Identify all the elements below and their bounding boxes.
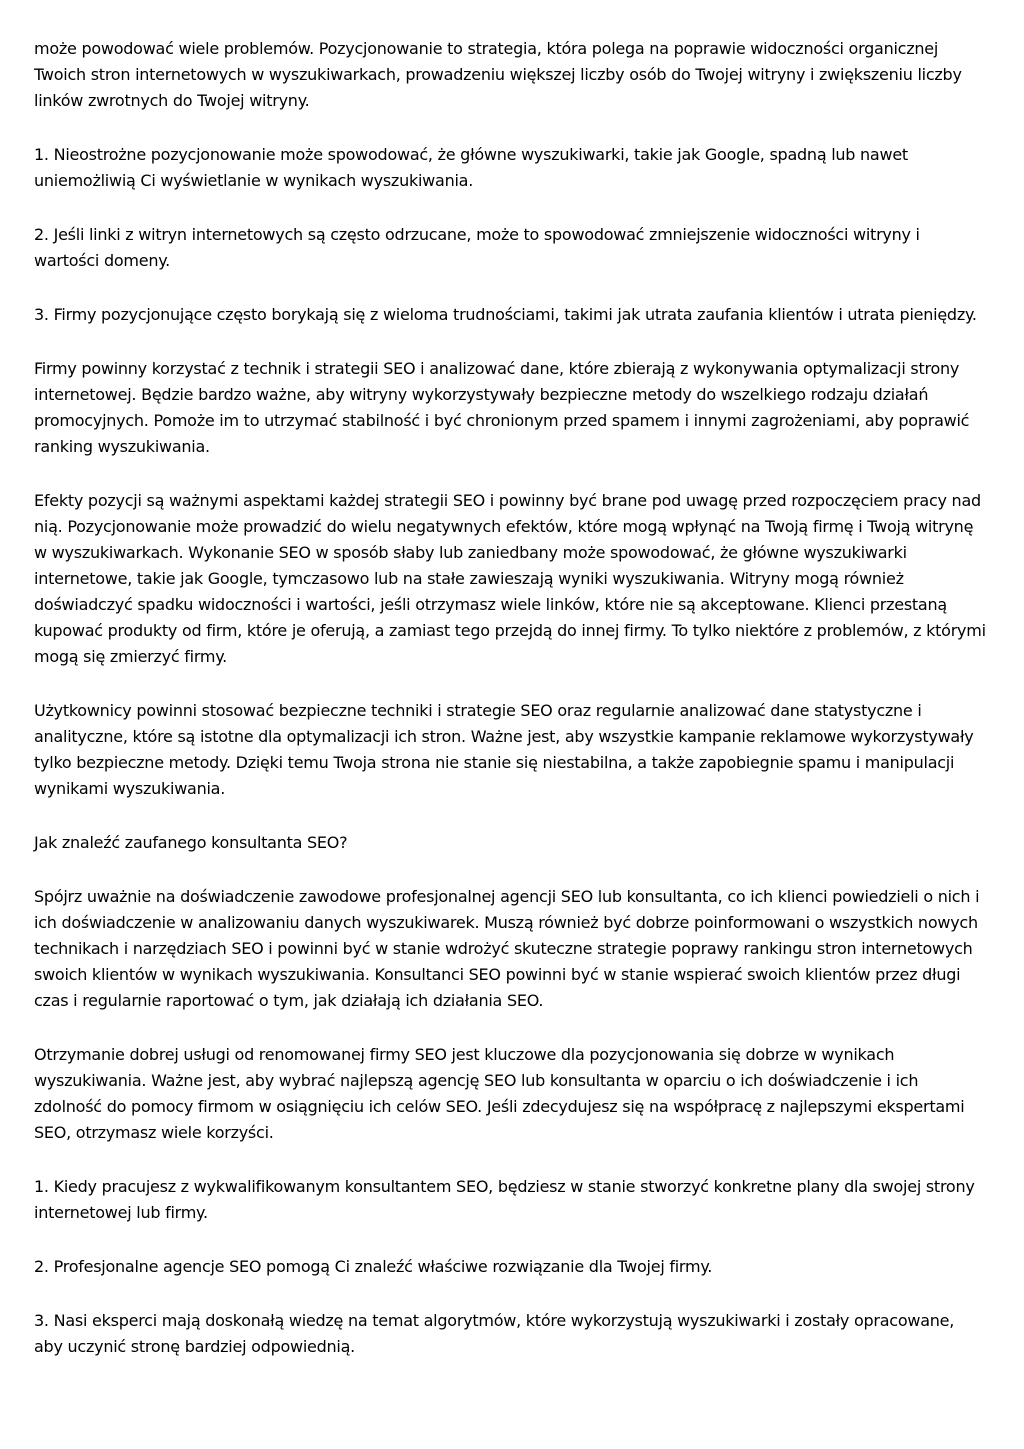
list-item-3: 3. Firmy pozycjonujące często borykają się z wieloma trudnościami, takimi jak utrata zaufania klientów i utrata pieniędzy. [34,305,977,324]
paragraph-experience: Spójrz uważnie na doświadczenie zawodowe profesjonalnej agencji SEO lub konsultanta, co ich klienci powiedzieli o nich i ich doświadczenie w analizowaniu danych wyszukiwarek. Muszą również być dobrze poinformowani o wszystkich nowych technikach i narzędziach SEO i powinni być w stanie wdrożyć skuteczne strategie poprawy rankingu stron internetowych swoich klientów w wynikach wyszukiwania. Konsultanci SEO powinni być w stanie wspierać swoich klientów przez długi czas i regularnie raportować o tym, jak działają ich działania SEO. [34,887,980,1010]
document-body [34,36,986,1388]
list-item-benefit-1: 1. Kiedy pracujesz z wykwalifikowanym konsultantem SEO, będziesz w stanie stworzyć konkretne plany dla swojej strony internetowej lub firmy. [34,1177,975,1222]
list-item-benefit-2: 2. Profesjonalne agencje SEO pomogą Ci znaleźć właściwe rozwiązanie dla Twojej firmy. [34,1257,713,1276]
list-item-1: 1. Nieostrożne pozycjonowanie może spowodować, że główne wyszukiwarki, takie jak Google, spadną lub nawet uniemożliwią Ci wyświetlanie w wynikach wyszukiwania. [34,145,908,190]
list-item-2: 2. Jeśli linki z witryn internetowych są często odrzucane, może to spowodować zmniejszenie widoczności witryny i wartości domeny. [34,225,920,270]
paragraph-good-service: Otrzymanie dobrej usługi od renomowanej firmy SEO jest kluczowe dla pozycjonowania się dobrze w wynikach wyszukiwania. Ważne jest, aby wybrać najlepszą agencję SEO lub konsultanta w oparciu o ich doświadczenie i ich zdolność do pomocy firmom w osiągnięciu ich celów SEO. Jeśli zdecydujesz się na współpracę z najlepszymi ekspertami SEO, otrzymasz wiele korzyści. [34,1045,965,1142]
paragraph-intro: może powodować wiele problemów. Pozycjonowanie to strategia, która polega na poprawie widoczności organicznej Twoich stron internetowych w wyszukiwarkach, prowadzeniu większej liczby osób do Twojej witryny i zwiększeniu liczby linków zwrotnych do Twojej witryny. [34,39,962,110]
paragraph-effects: Efekty pozycji są ważnymi aspektami każdej strategii SEO i powinny być brane pod uwagę przed rozpoczęciem pracy nad nią. Pozycjonowanie może prowadzić do wielu negatywnych efektów, które mogą wpłynąć na Twoją firmę i Twoją witrynę w wyszukiwarkach. Wykonanie SEO w sposób słaby lub zaniedbany może spowodować, że główne wyszukiwarki internetowe, takie jak Google, tymczasowo lub na stałe zawieszają wyniki wyszukiwania. Witryny mogą również doświadczyć spadku widoczności i wartości, jeśli otrzymasz wiele linków, które nie są akceptowane. Klienci przestaną kupować produkty od firm, które je oferują, a zamiast tego przejdą do innej firmy. To tylko niektóre z problemów, z którymi mogą się zmierzyć firmy. [34,491,986,666]
paragraph-seo-techniques: Firmy powinny korzystać z technik i strategii SEO i analizować dane, które zbierają z wykonywania optymalizacji strony internetowej. Będzie bardzo ważne, aby witryny wykorzystywały bezpieczne metody do wszelkiego rodzaju działań promocyjnych. Pomoże im to utrzymać stabilność i być chronionym przed spamem i innymi zagrożeniami, aby poprawić ranking wyszukiwania. [34,359,970,456]
section-heading: Jak znaleźć zaufanego konsultanta SEO? [34,833,348,852]
list-item-benefit-3: 3. Nasi eksperci mają doskonałą wiedzę na temat algorytmów, które wykorzystują wyszukiwarki i zostały opracowane, aby uczynić stronę bardziej odpowiednią. [34,1311,955,1356]
paragraph-users: Użytkownicy powinni stosować bezpieczne techniki i strategie SEO oraz regularnie analizować dane statystyczne i analityczne, które są istotne dla optymalizacji ich stron. Ważne jest, aby wszystkie kampanie reklamowe wykorzystywały tylko bezpieczne metody. Dzięki temu Twoja strona nie stanie się niestabilna, a także zapobiegnie spamu i manipulacji wynikami wyszukiwania. [34,701,974,798]
